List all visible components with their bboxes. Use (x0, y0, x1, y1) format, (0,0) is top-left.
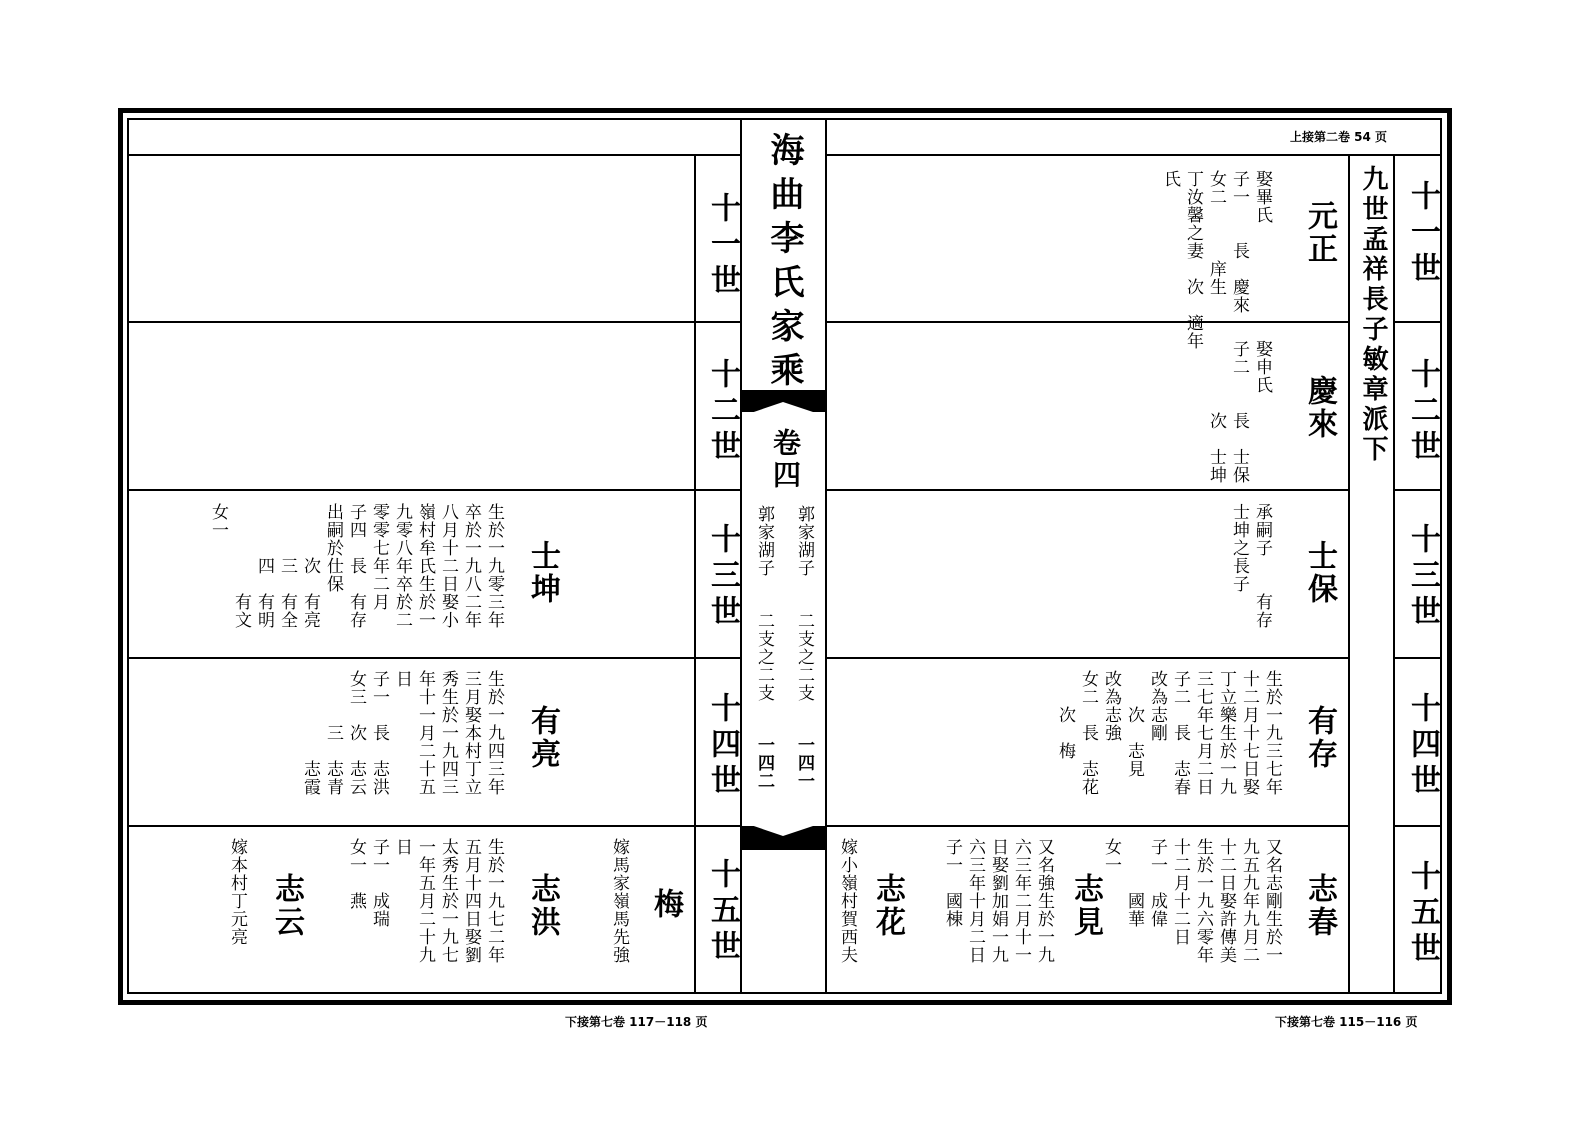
record-line: 十二日娶許傳美 (1216, 838, 1236, 964)
record-line: 十二月十七日娶 (1239, 670, 1259, 796)
record-line: 嶺村牟氏生於一 (415, 503, 435, 629)
record-line: 嫁本村丁元亮 (227, 838, 247, 946)
record-line: 日 (392, 670, 412, 688)
record-line: 國華 (1124, 838, 1144, 928)
record-line: 氏 (1160, 170, 1180, 188)
record-line: 又名志剛生於一 (1262, 838, 1282, 964)
gen-divider (1393, 657, 1442, 659)
record-line: 志霞 (300, 670, 320, 796)
spine-title: 海曲李氏家乘 (764, 132, 804, 396)
branch-title: 九世孟祥長子敏章派下 (1358, 165, 1388, 465)
record-line: 五月十四日娶劉 (461, 838, 481, 964)
record-line: 又名強生於一九 (1034, 838, 1054, 964)
record-line: 女三 次 志云 (346, 670, 366, 796)
gen-divider (1393, 489, 1442, 491)
record-line: 生於一九零三年 (484, 503, 504, 629)
person-record (298, 670, 505, 796)
footer-left: 下接第七卷 117－118 页 (565, 1015, 708, 1029)
row-divider (826, 657, 1349, 659)
gen-label-13-right: 十三世 (1405, 523, 1440, 631)
record-line: 有文 (231, 503, 251, 629)
person-record (940, 838, 1055, 964)
person-name: 志春 (1302, 873, 1337, 939)
record-line: 子一 成瑞 (369, 838, 389, 928)
person-name: 志花 (870, 873, 905, 939)
row-divider (127, 489, 741, 491)
person-name: 有亮 (525, 705, 560, 771)
person-name: 梅 (648, 888, 683, 921)
record-line: 女二 庠生 (1206, 170, 1226, 296)
record-line: 嫁小嶺村賀西夫 (837, 838, 857, 964)
spine-page-right: 一四一 (794, 736, 814, 790)
record-line: 零零七年二月 (369, 503, 389, 611)
row-divider (127, 321, 741, 323)
record-line: 改為志強 (1101, 670, 1121, 742)
gen-label-15-left: 十五世 (705, 858, 740, 966)
record-line: 女一 燕 (346, 838, 366, 910)
record-line: 六三年十月二日 (965, 838, 985, 964)
record-line: 次 梅 (1055, 670, 1075, 760)
person-name: 慶來 (1302, 375, 1337, 441)
spine-branch-left: 二支之二支 (754, 612, 774, 702)
branch-title-line (1348, 154, 1350, 994)
record-line: 秀生於一九四三 (438, 670, 458, 796)
record-line: 三 有全 (277, 503, 297, 629)
record-line: 丁立樂生於一九 (1216, 670, 1236, 796)
right-gen-column-line (1393, 154, 1395, 994)
record-line: 子二 長 志春 (1170, 670, 1190, 796)
record-line: 太秀生於一九七 (438, 838, 458, 964)
record-line: 女一 (208, 503, 228, 539)
person-name: 志云 (269, 873, 304, 939)
record-line: 改為志剛 (1147, 670, 1167, 742)
record-line: 嫁馬家嶺馬先強 (609, 838, 629, 964)
record-line: 生於一九七二年 (484, 838, 504, 964)
row-divider (127, 657, 741, 659)
record-line: 三月娶本村丁立 (461, 670, 481, 796)
spine-family-right: 郭家湖子 (794, 505, 814, 577)
header-continued-from: 上接第二卷 54 页 (1290, 130, 1388, 144)
record-line: 娶申氏 (1252, 340, 1272, 394)
record-line: 一年五月二十九 (415, 838, 435, 964)
gen-label-12-left: 十二世 (705, 358, 740, 466)
spine-volume: 卷四 (769, 428, 802, 492)
record-line: 子四 長 有存 (346, 503, 366, 629)
person-record (1227, 503, 1273, 629)
record-line: 九五九年九月二 (1239, 838, 1259, 964)
record-line: 次 有亮 (300, 503, 320, 629)
record-line: 三 志青 (323, 670, 343, 796)
spine-right-line (825, 118, 827, 994)
person-name: 士保 (1302, 540, 1337, 606)
gen-label-14-right: 十四世 (1405, 692, 1440, 800)
gen-divider (1393, 321, 1442, 323)
record-line: 娶畢氏 (1252, 170, 1272, 224)
gen-label-13-left: 十三世 (705, 523, 740, 631)
row-divider (127, 825, 741, 827)
spine-page-left: 一四二 (754, 736, 774, 790)
person-record (607, 838, 630, 964)
person-name: 士坤 (525, 540, 560, 606)
person-name: 志洪 (525, 873, 560, 939)
record-line: 年十一月二十五 (415, 670, 435, 796)
person-record (1204, 340, 1273, 484)
record-line: 子一 長 慶來 (1229, 170, 1249, 314)
spine-branch-right: 二支之二支 (794, 612, 814, 702)
person-name: 元正 (1302, 200, 1337, 266)
person-record (206, 503, 505, 629)
gen-label-11-left: 十一世 (705, 192, 740, 300)
gen-label-12-right: 十二世 (1405, 358, 1440, 466)
left-gen-column-line (694, 154, 696, 994)
person-name: 志見 (1068, 873, 1103, 939)
person-record (344, 838, 505, 964)
gen-label-14-left: 十四世 (705, 692, 740, 800)
footer-right: 下接第七卷 115－116 页 (1275, 1015, 1418, 1029)
record-line: 生於一九三七年 (1262, 670, 1282, 796)
spine-family-left: 郭家湖子 (754, 505, 774, 577)
person-record (1099, 838, 1283, 964)
record-line: 日娶劉加娟一九 (988, 838, 1008, 964)
record-line: 六三年二月十一 (1011, 838, 1031, 964)
spine-chevron-bottom (742, 822, 825, 838)
record-line: 子二 長 士保 (1229, 340, 1249, 484)
record-line: 丁汝馨之妻 次 適年 (1183, 170, 1203, 350)
record-line: 女一 (1101, 838, 1121, 874)
record-line: 卒於一九八二年 (461, 503, 481, 629)
record-line: 次 士坤 (1206, 340, 1226, 484)
gen-label-11-right: 十一世 (1405, 180, 1440, 288)
record-line: 承嗣子 有存 (1252, 503, 1272, 629)
row-divider (826, 825, 1349, 827)
record-line: 生於一九六零年 (1193, 838, 1213, 964)
record-line: 士坤之長子 (1229, 503, 1249, 593)
record-line: 出嗣於仕保 (323, 503, 343, 593)
record-line: 四 有明 (254, 503, 274, 629)
record-line: 十二月十二日 (1170, 838, 1190, 946)
row-divider (826, 489, 1349, 491)
record-line: 子一 國棟 (942, 838, 962, 928)
record-line: 女二 長 志花 (1078, 670, 1098, 796)
record-line: 九零八年卒於二 (392, 503, 412, 629)
person-record (1158, 170, 1273, 350)
person-record (1053, 670, 1283, 796)
record-line: 生於一九四三年 (484, 670, 504, 796)
record-line: 子一 成偉 (1147, 838, 1167, 928)
gen-divider (1393, 825, 1442, 827)
person-record (835, 838, 858, 964)
header-divider (127, 154, 741, 156)
spine-chevron-top (742, 400, 825, 416)
record-line: 三七年七月二日 (1193, 670, 1213, 796)
person-record (225, 838, 248, 946)
person-name: 有存 (1302, 705, 1337, 771)
record-line: 日 (392, 838, 412, 856)
record-line: 次 志見 (1124, 670, 1144, 778)
gen-label-15-right: 十五世 (1405, 860, 1440, 968)
record-line: 八月十二日娶小 (438, 503, 458, 629)
record-line: 子一 長 志洪 (369, 670, 389, 796)
